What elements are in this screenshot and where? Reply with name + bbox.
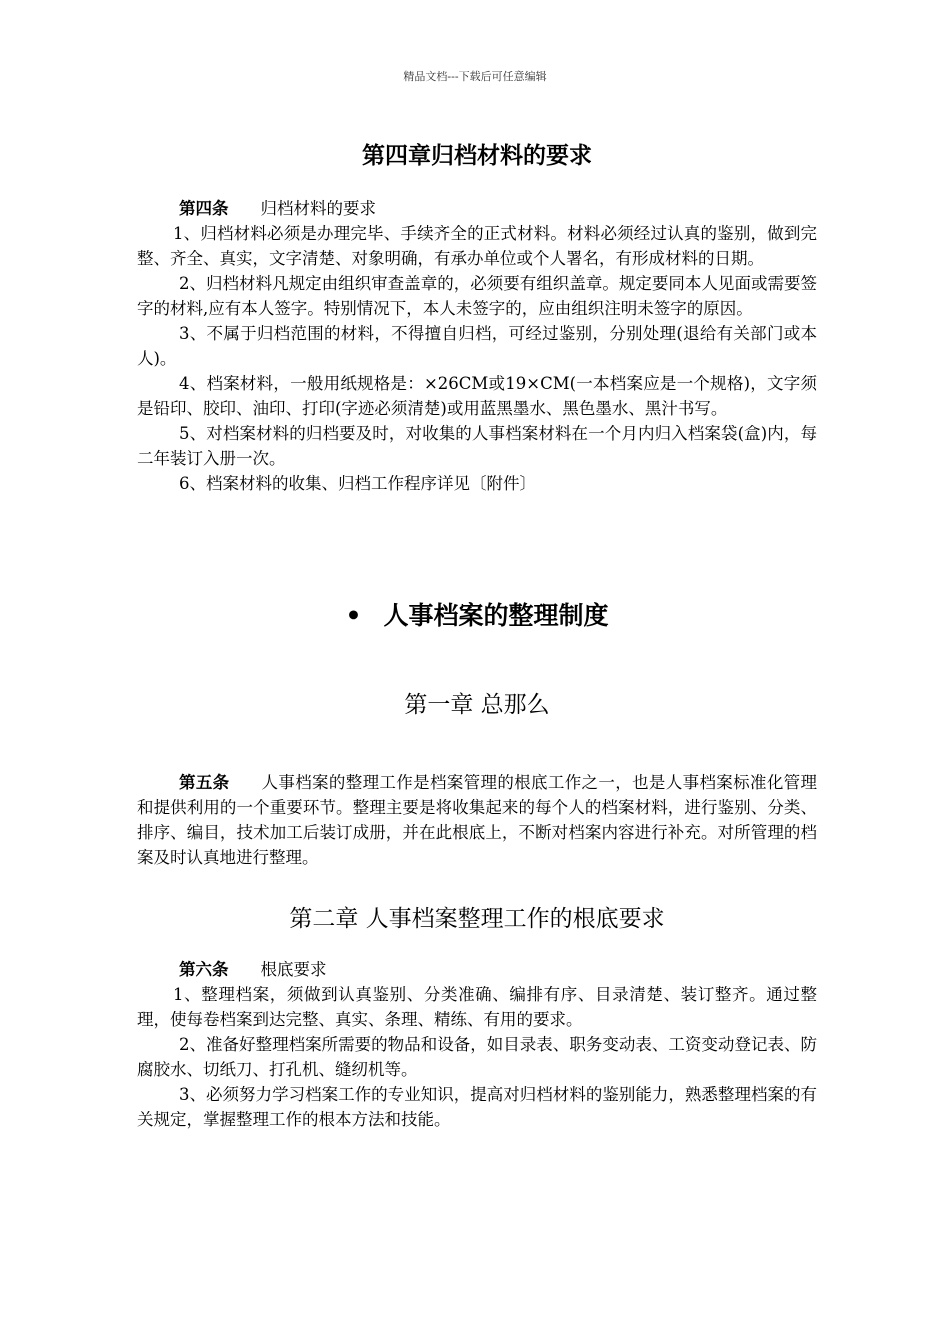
section-title	[137, 596, 817, 632]
article-4-item: 1、归档材料必须是办理完毕、手续齐全的正式材料。材料必须经过认真的鉴别，做到完整、齐全、真实，文字清楚、对象明确，有承办单位或个人署名，有形成材料的日期。	[137, 224, 817, 268]
article-5-label: 第五条	[179, 773, 230, 792]
article-5-text: 人事档案的整理工作是档案管理的根底工作之一，也是人事档案标准化管理和提供利用的一个重要环节。整理主要是将收集起来的每个人的档案材料，进行鉴别、分类、排序、编目，技术加工后装订成册，并在此根底上，不断对档案内容进行补充。对所管理的档案及时认真地进行整理。	[137, 773, 818, 867]
article-6-heading	[137, 957, 817, 982]
article-5	[137, 770, 817, 870]
article-6	[137, 957, 817, 1132]
article-6-item: 3、必须努力学习档案工作的专业知识，提高对归档材料的鉴别能力，熟悉整理档案的有关规定，掌握整理工作的根本方法和技能。	[137, 1085, 817, 1129]
article-4-item: 3、不属于归档范围的材料，不得擅自归档，可经过鉴别，分别处理(退给有关部门或本人)。	[137, 324, 817, 368]
article-6-label: 第六条	[179, 960, 229, 979]
article-6-item: 1、整理档案，须做到认真鉴别、分类准确、编排有序、目录清楚、装订整齐。通过整理，使每卷档案到达完整、真实、条理、精练、有用的要求。	[137, 985, 817, 1029]
article-4-title: 归档材料的要求	[260, 199, 376, 218]
chapter-1-title: 第一章 总那么	[404, 692, 550, 718]
article-4-item: 6、档案材料的收集、归档工作程序详见〔附件〕	[179, 474, 536, 493]
page-header: 精品文档---下载后可任意编辑	[403, 70, 547, 83]
article-6-title: 根底要求	[260, 960, 327, 979]
article-4-heading	[137, 196, 817, 221]
article-5-paragraph	[137, 770, 817, 870]
article-4-label: 第四条	[179, 199, 229, 218]
section-title-text: 人事档案的整理制度	[383, 601, 609, 630]
article-4-item: 5、对档案材料的归档要及时，对收集的人事档案材料在一个月内归入档案袋(盒)内，每二年装订入册一次。	[137, 424, 817, 468]
article-4-item: 4、档案材料，一般用纸规格是：×26CM或19×CM(一本档案应是一个规格)，文字须是铅印、胶印、油印、打印(字迹必须清楚)或用蓝黑墨水、黑色墨水、黑汁书写。	[137, 374, 817, 418]
chapter-2-title: 第二章 人事档案整理工作的根底要求	[289, 906, 665, 932]
chapter-4-title: 第四章归档材料的要求	[362, 143, 592, 169]
article-4	[137, 196, 817, 496]
article-6-item: 2、准备好整理档案所需要的物品和设备，如目录表、职务变动表、工资变动登记表、防腐胶水、切纸刀、打孔机、缝纫机等。	[137, 1035, 817, 1079]
bullet-icon: •	[345, 601, 362, 630]
article-4-item: 2、归档材料凡规定由组织审查盖章的，必须要有组织盖章。规定要同本人见面或需要签字的材料,应有本人签字。特别情况下，本人未签字的，应由组织注明未签字的原因。	[137, 274, 817, 318]
